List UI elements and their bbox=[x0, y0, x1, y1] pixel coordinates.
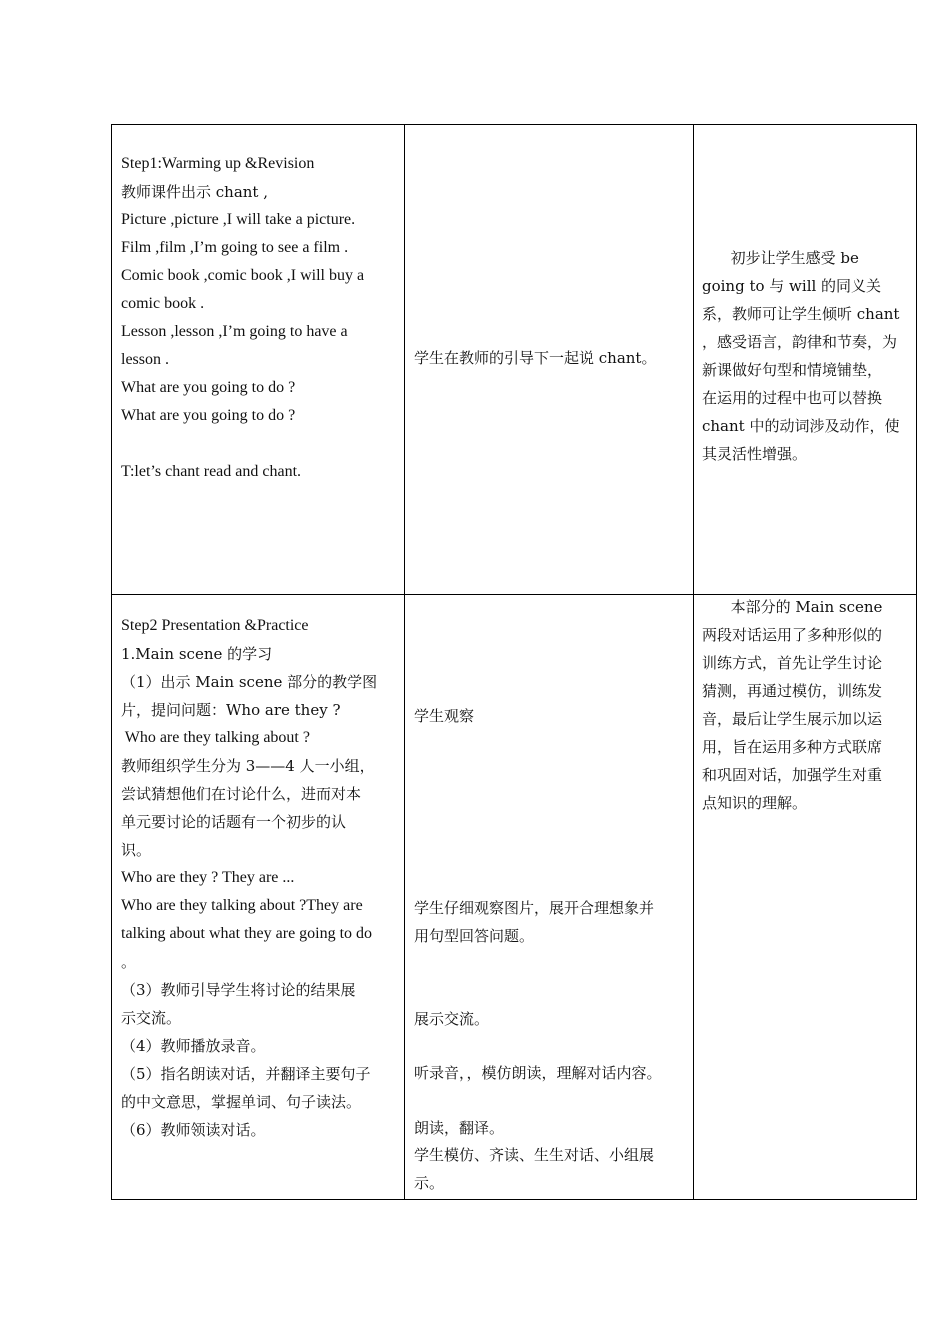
text-line: Who are they talking about ?They are bbox=[121, 897, 363, 914]
text-line: 训练方式，首先让学生讨论 bbox=[702, 654, 883, 672]
text-line: 听录音，，模仿朗读，理解对话内容。 bbox=[414, 1064, 662, 1082]
text-line: （1）出示 Main scene 部分的教学图 bbox=[121, 673, 378, 691]
text-line: 学生观察 bbox=[414, 707, 475, 725]
text-line: 单元要讨论的话题有一个初步的认 bbox=[121, 813, 347, 831]
text-line: 教师组织学生分为 3——4 人一小组， bbox=[121, 757, 375, 775]
text-line: 。 bbox=[121, 953, 137, 971]
table-row-step2 bbox=[112, 595, 917, 1200]
text-line: 在运用的过程中也可以替换 bbox=[702, 389, 883, 407]
text-line: （4）教师播放录音。 bbox=[121, 1037, 266, 1055]
text-line: ，感受语言，韵律和节奏，为 bbox=[702, 333, 898, 351]
text-line: 新课做好句型和情境铺垫， bbox=[702, 361, 883, 379]
text-line: 1.Main scene 的学习 bbox=[121, 645, 273, 663]
text-line: going to 与 will 的同义关 bbox=[702, 277, 882, 295]
text-line: 用句型回答问题。 bbox=[414, 927, 535, 945]
text-line: Comic book ,comic book ,I will buy a bbox=[121, 267, 365, 284]
text-line: 猜测，再通过模仿，训练发 bbox=[702, 682, 883, 700]
text-line: 学生在教师的引导下一起说 chant。 bbox=[414, 349, 657, 367]
table-row-step1 bbox=[112, 125, 917, 595]
text-line: chant 中的动词涉及动作，使 bbox=[702, 417, 900, 435]
text-line: （5）指名朗读对话，并翻译主要句子 bbox=[121, 1065, 371, 1083]
text-line: （6）教师领读对话。 bbox=[121, 1121, 266, 1139]
text-line: 识。 bbox=[121, 841, 152, 859]
text-line: T:let’s chant read and chant. bbox=[121, 463, 302, 480]
teacher-activity-cell bbox=[112, 125, 405, 595]
text-line: Who are they ? They are ... bbox=[121, 869, 295, 886]
text-line: Picture ,picture ,I will take a picture. bbox=[121, 211, 356, 228]
text-line: 其灵活性增强。 bbox=[702, 445, 808, 463]
text-line: 片，提问问题：Who are they ? bbox=[121, 701, 341, 719]
text-line: 点知识的理解。 bbox=[702, 794, 808, 812]
text-line: 的中文意思，掌握单词、句子读法。 bbox=[121, 1093, 362, 1111]
text-line: 示。 bbox=[414, 1174, 445, 1192]
text-line: 音，最后让学生展示加以运 bbox=[702, 710, 883, 728]
student-activity-cell bbox=[405, 595, 694, 1200]
text-line: Step2 Presentation &Practice bbox=[121, 617, 309, 634]
text-line: 学生模仿、齐读、生生对话、小组展 bbox=[414, 1146, 655, 1164]
teacher-activity-cell bbox=[112, 595, 405, 1200]
text-line: What are you going to do ? bbox=[121, 379, 296, 396]
text-line: 教师课件出示 chant , bbox=[121, 183, 268, 201]
text-line: Film ,film ,I’m going to see a film . bbox=[121, 239, 349, 256]
text-line: What are you going to do ? bbox=[121, 407, 296, 424]
text-line: 两段对话运用了多种形似的 bbox=[702, 626, 883, 644]
text-line: talking about what they are going to do bbox=[121, 925, 373, 942]
text-line: Lesson ,lesson ,I’m going to have a bbox=[121, 323, 348, 340]
text-line: 展示交流。 bbox=[414, 1010, 490, 1028]
text-line: lesson . bbox=[121, 351, 169, 368]
text-line: 初步让学生感受 be bbox=[702, 249, 859, 267]
design-intent-cell bbox=[694, 125, 917, 595]
design-intent-cell bbox=[694, 595, 917, 1200]
lesson-plan-table bbox=[111, 124, 917, 1200]
text-line: 示交流。 bbox=[121, 1009, 182, 1027]
text-line: 和巩固对话，加强学生对重 bbox=[702, 766, 883, 784]
text-line: 朗读，翻译。 bbox=[414, 1119, 505, 1137]
text-line: Who are they talking about ? bbox=[121, 729, 310, 746]
student-activity-cell bbox=[405, 125, 694, 595]
text-line: Step1:Warming up &Revision bbox=[121, 155, 315, 172]
text-line: comic book . bbox=[121, 295, 205, 312]
text-line: 本部分的 Main scene bbox=[702, 598, 883, 616]
text-line: （3）教师引导学生将讨论的结果展 bbox=[121, 981, 356, 999]
text-line bbox=[121, 430, 398, 458]
text-line: 学生仔细观察图片，展开合理想象并 bbox=[414, 899, 655, 917]
text-line: 系，教师可让学生倾听 chant bbox=[702, 305, 900, 323]
text-line: 用，旨在运用多种方式联席 bbox=[702, 738, 883, 756]
text-line: 尝试猜想他们在讨论什么，进而对本 bbox=[121, 785, 362, 803]
